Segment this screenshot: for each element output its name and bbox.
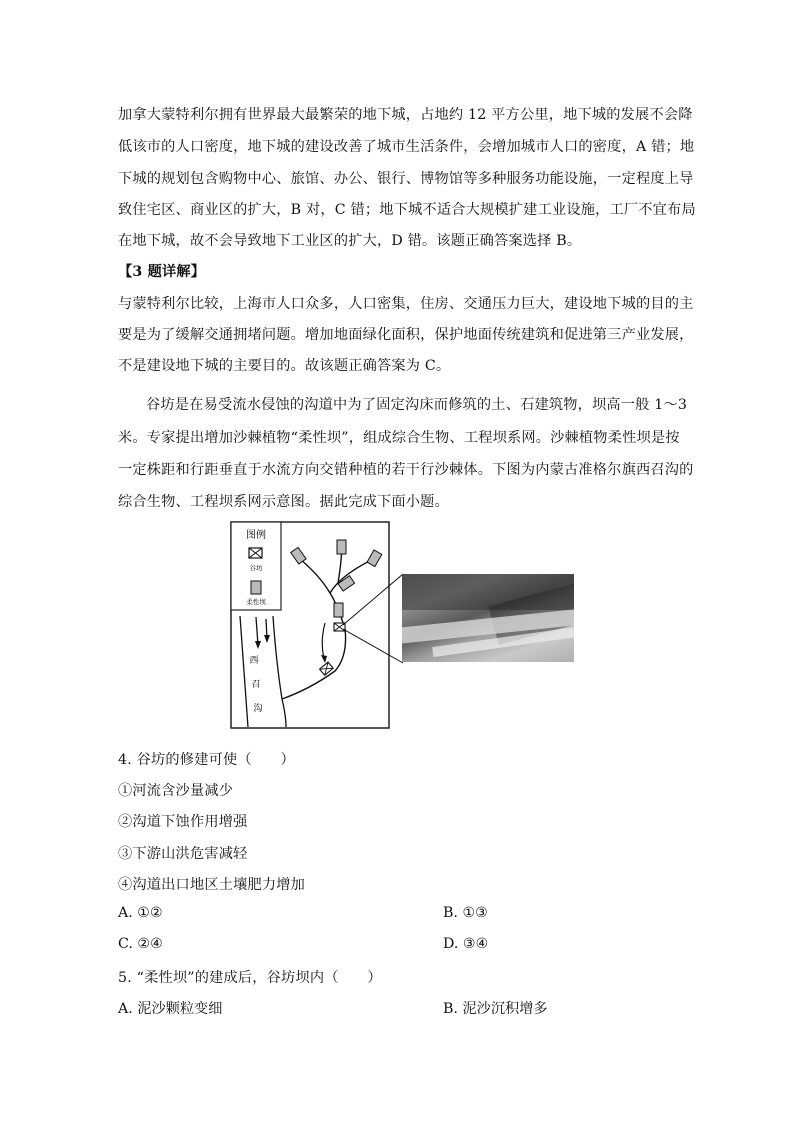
text-line: 不是建设地下城的主要目的。故该题正确答案为 C。 bbox=[118, 358, 451, 374]
gufang-photo bbox=[402, 574, 574, 662]
option-c[interactable]: C. ②④ bbox=[118, 936, 163, 952]
question-item: ④沟道出口地区土壤肥力增加 bbox=[118, 877, 306, 893]
legend-gufang-label: 谷坊 bbox=[249, 564, 263, 572]
gufang-icon bbox=[249, 548, 262, 558]
option-a[interactable]: A. ①② bbox=[118, 905, 163, 921]
option-b[interactable]: B. 泥沙沉积增多 bbox=[443, 1001, 548, 1017]
question-stem: 4. 谷坊的修建可使（ ） bbox=[118, 752, 295, 768]
text-line: 下城的规划包含购物中心、旅馆、办公、银行、博物馆等多种服务功能设施，一定程度上导 bbox=[118, 171, 694, 187]
text-line: 与蒙特利尔比较，上海市人口众多，人口密集，住房、交通压力巨大，建设地下城的目的主 bbox=[118, 296, 694, 312]
text-line: 在地下城，故不会导致地下工业区的扩大，D 错。该题正确答案选择 B。 bbox=[118, 233, 582, 249]
text-line: 综合生物、工程坝系网示意图。据此完成下面小题。 bbox=[118, 494, 449, 510]
option-d[interactable]: D. ③④ bbox=[443, 936, 489, 952]
section-heading: 【3 题详解】 bbox=[118, 264, 206, 280]
text-line: 加拿大蒙特利尔拥有世界最大最繁荣的地下城，占地约 12 平方公里，地下城的发展不会降 bbox=[118, 107, 693, 123]
text-line: 一定株距和行距垂直于水流方向交错种植的若干行沙棘体。下图为内蒙古准格尔旗西召沟的 bbox=[118, 462, 694, 478]
option-a[interactable]: A. 泥沙颗粒变细 bbox=[118, 1001, 223, 1017]
rouxingba-marker bbox=[337, 540, 346, 554]
text-line: 米。专家提出增加沙棘植物“柔性坝”，组成综合生物、工程坝系网。沙棘植物柔性坝是按 bbox=[118, 430, 680, 446]
text-line: 低该市的人口密度，地下城的建设改善了城市生活条件，会增加城市人口的密度，A 错；地 bbox=[118, 139, 695, 155]
legend-rouxingba-label: 柔性坝 bbox=[246, 598, 266, 606]
option-b[interactable]: B. ①③ bbox=[443, 905, 488, 921]
question-item: ②沟道下蚀作用增强 bbox=[118, 814, 248, 830]
text-line: 致住宅区、商业区的扩大，B 对，C 错；地下城不适合大规模扩建工业设施，工厂不宜布局 bbox=[118, 202, 696, 218]
river-label-char: 西 bbox=[249, 656, 259, 666]
river-label-char: 沟 bbox=[253, 704, 263, 714]
rouxingba-marker bbox=[334, 603, 343, 617]
question-stem: 5. “柔性坝”的建成后，谷坊坝内（ ） bbox=[118, 970, 382, 986]
text-line: 要是为了缓解交通拥堵问题。增加地面绿化面积，保护地面传统建筑和促进第三产业发展， bbox=[118, 327, 694, 343]
legend-title: 图例 bbox=[246, 530, 266, 541]
text-line: 谷坊是在易受流水侵蚀的沟道中为了固定沟床而修筑的土、石建筑物，坝高一般 1～3 bbox=[146, 397, 688, 413]
river-label-char: 召 bbox=[251, 680, 261, 690]
question-item: ①河流含沙量减少 bbox=[118, 783, 234, 799]
rouxingba-icon bbox=[251, 581, 261, 594]
question-item: ③下游山洪危害减轻 bbox=[118, 846, 248, 862]
